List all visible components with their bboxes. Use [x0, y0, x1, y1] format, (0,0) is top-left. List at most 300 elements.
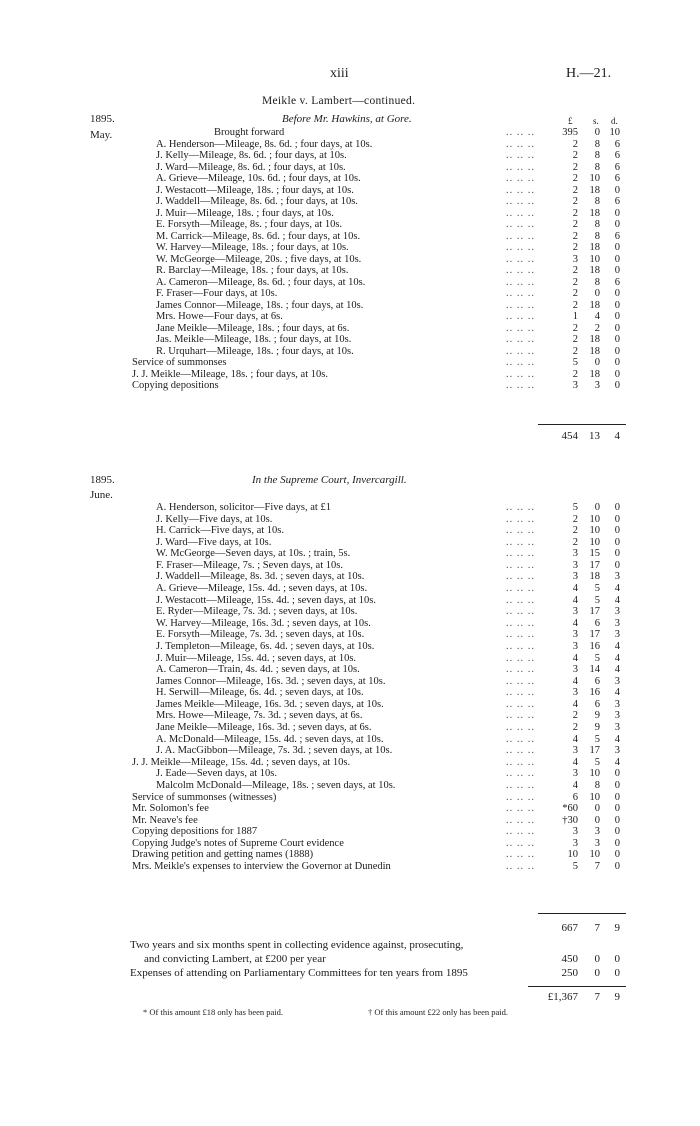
ledger-row-label: J. Kelly—Mileage, 8s. 6d. ; four days, at 10s.: [156, 150, 347, 161]
ledger-row-label: Brought forward: [214, 127, 285, 138]
amount-shillings: 17: [589, 745, 600, 757]
ledger-row: [0, 231, 700, 243]
ledger-row: [0, 780, 700, 792]
ledger-row: [0, 571, 700, 583]
ledger-row-label: W. McGeorge—Mileage, 20s. ; five days, at 10s.: [156, 253, 362, 265]
amount-pence: 0: [614, 826, 620, 838]
amount-pence: 3: [614, 675, 620, 687]
ledger-row-label: A. Cameron—Mileage, 8s. 6d. ; four days, at 10s.: [156, 276, 366, 288]
amount-shillings: 8: [594, 196, 600, 207]
ledger-row: [0, 745, 700, 757]
ledger-row-label: J. Muir—Mileage, 15s. 4d. ; seven days, at 10s.: [156, 652, 357, 664]
amount-shillings: 0: [594, 127, 600, 138]
amount-pounds: 3: [572, 253, 578, 265]
amount-shillings: 3: [594, 380, 600, 391]
ledger-row: [0, 277, 700, 289]
leader-dots: .. .. ..: [506, 380, 535, 391]
leader-dots: .. .. ..: [506, 617, 535, 629]
amount-shillings: 2: [594, 322, 600, 334]
ledger-row-label: Jane Meikle—Mileage, 18s. ; four days, at 6s.: [156, 322, 350, 334]
ledger-row-label: Mrs. Howe—Mileage, 7s. 3d. ; seven days, at 6s.: [156, 710, 363, 722]
amount-pence: 3: [614, 571, 620, 583]
leader-dots: .. .. ..: [506, 127, 535, 138]
footnote-star: * Of this amount £18 only has been paid.: [143, 1007, 283, 1017]
ledger-row-label: E. Ryder—Mileage, 7s. 3d. ; seven days, at 10s.: [156, 606, 358, 618]
ledger-row-label: A. Cameron—Train, 4s. 4d. ; seven days, at 10s.: [156, 664, 360, 676]
amount-pounds: 2: [572, 322, 578, 334]
amount-pence: 0: [614, 380, 620, 391]
leader-dots: .. .. ..: [506, 265, 535, 276]
committees-shillings: 0: [594, 967, 600, 979]
ledger-row-label: J. Ward—Mileage, 8s. 6d. ; four days, at 10s.: [156, 161, 346, 173]
amount-pounds: 4: [572, 594, 578, 606]
amount-shillings: 6: [594, 617, 600, 629]
committees-pence: 0: [614, 967, 620, 979]
ledger-row-label: R. Barclay—Mileage, 18s. ; four days, at 10s.: [156, 265, 349, 276]
ledger-row: [0, 208, 700, 220]
ledger-row-label: W. Harvey—Mileage, 18s. ; four days, at 10s.: [156, 242, 349, 253]
leader-dots: .. .. ..: [506, 687, 535, 699]
amount-pounds: 2: [572, 207, 578, 219]
amount-pence: 0: [614, 860, 620, 872]
ledger-row-label: J. Eade—Seven days, at 10s.: [156, 768, 278, 780]
amount-pounds: 4: [572, 698, 578, 710]
ledger-row: [0, 380, 700, 392]
leader-dots: .. .. ..: [506, 733, 535, 745]
amount-pence: 3: [614, 606, 620, 618]
leader-dots: .. .. ..: [506, 559, 535, 571]
amount-pence: 0: [614, 219, 620, 230]
amount-pounds: 2: [572, 525, 578, 537]
ledger-row-label: J. Westacott—Mileage, 18s. ; four days, at 10s.: [156, 184, 354, 196]
leader-dots: .. .. ..: [506, 242, 535, 253]
ledger-row-label: J. Waddell—Mileage, 8s. 6d. ; four days, at 10s.: [156, 196, 358, 207]
amount-shillings: 8: [594, 276, 600, 288]
section2-subtotal-pounds: 667: [561, 922, 578, 934]
amount-pounds: 3: [572, 687, 578, 699]
amount-pence: 0: [614, 299, 620, 311]
grand-total: [0, 991, 700, 1004]
amount-shillings: 10: [589, 253, 600, 265]
amount-pence: 4: [614, 664, 620, 676]
ledger-row: [0, 734, 700, 746]
section1-month: May.: [90, 129, 113, 141]
section1-total: [0, 430, 700, 443]
amount-pounds: 3: [572, 640, 578, 652]
ledger-row: [0, 357, 700, 369]
leader-dots: .. .. ..: [506, 525, 535, 537]
amount-shillings: 5: [594, 594, 600, 606]
ledger-row-label: Drawing petition and getting names (1888): [132, 849, 314, 861]
amount-pence: 0: [614, 837, 620, 849]
leader-dots: .. .. ..: [506, 253, 535, 265]
ledger-row: [0, 792, 700, 804]
leader-dots: .. .. ..: [506, 722, 535, 734]
amount-pounds: 10: [567, 849, 578, 861]
amount-pounds: 4: [572, 617, 578, 629]
leader-dots: .. .. ..: [506, 311, 535, 322]
ledger-row-label: Mr. Solomon's fee: [132, 803, 209, 815]
amount-pounds: 4: [572, 756, 578, 768]
leader-dots: .. .. ..: [506, 814, 535, 826]
ledger-row: [0, 583, 700, 595]
evidence-line-1: Two years and six months spent in collecting evidence against, prosecuting,: [130, 939, 464, 951]
ledger-row-label: Service of summonses (witnesses): [132, 791, 277, 803]
ledger-row-label: W. Harvey—Mileage, 16s. 3d. ; seven days, at 10s.: [156, 617, 371, 629]
amount-pence: 0: [614, 513, 620, 525]
amount-shillings: 17: [589, 606, 600, 618]
leader-dots: .. .. ..: [506, 594, 535, 606]
amount-pence: 10: [609, 127, 620, 138]
leader-dots: .. .. ..: [506, 629, 535, 641]
amount-shillings: 10: [589, 768, 600, 780]
amount-pence: 0: [614, 288, 620, 299]
ledger-row: [0, 560, 700, 572]
ledger-row-label: James Meikle—Mileage, 16s. 3d. ; seven days, at 10s.: [156, 698, 384, 710]
amount-shillings: 0: [594, 814, 600, 826]
amount-pounds: 2: [572, 710, 578, 722]
ledger-row-label: Jas. Meikle—Mileage, 18s. ; four days, at 10s.: [156, 334, 352, 345]
page-reference: H.—21.: [566, 66, 612, 81]
amount-shillings: 8: [594, 150, 600, 161]
ledger-row: [0, 346, 700, 358]
ledger-row: [0, 196, 700, 208]
leader-dots: .. .. ..: [506, 334, 535, 345]
amount-shillings: 5: [594, 756, 600, 768]
amount-shillings: 8: [594, 230, 600, 242]
amount-pence: 3: [614, 698, 620, 710]
amount-shillings: 0: [594, 288, 600, 299]
leader-dots: .. .. ..: [506, 571, 535, 583]
amount-pounds: 4: [572, 733, 578, 745]
amount-shillings: 10: [589, 849, 600, 861]
amount-shillings: 8: [594, 138, 600, 150]
leader-dots: .. .. ..: [506, 345, 535, 357]
amount-pence: 0: [614, 311, 620, 322]
amount-shillings: 8: [594, 779, 600, 791]
ledger-row-label: Jane Meikle—Mileage, 16s. 3d. ; seven days, at 6s.: [156, 722, 372, 734]
ledger-row-label: E. Forsyth—Mileage, 8s. ; four days, at 10s.: [156, 219, 343, 230]
ledger-row: [0, 595, 700, 607]
section2-subtotal-shillings: 7: [594, 922, 600, 934]
leader-dots: .. .. ..: [506, 368, 535, 380]
amount-shillings: 18: [589, 207, 600, 219]
amount-pence: 0: [614, 253, 620, 265]
amount-pounds: 2: [572, 368, 578, 380]
amount-pence: 6: [614, 196, 620, 207]
footnote-dagger: † Of this amount £22 only has been paid.: [368, 1007, 508, 1017]
amount-pounds: 2: [572, 536, 578, 548]
amount-pounds: 2: [572, 173, 578, 184]
amount-pounds: 4: [572, 675, 578, 687]
amount-shillings: 10: [589, 513, 600, 525]
ledger-row-label: E. Forsyth—Mileage, 7s. 3d. ; seven days, at 10s.: [156, 629, 365, 641]
leader-dots: .. .. ..: [506, 536, 535, 548]
leader-dots: .. .. ..: [506, 710, 535, 722]
section2-title: In the Supreme Court, Invercargill.: [252, 474, 407, 486]
amount-pounds: 3: [572, 571, 578, 583]
ledger-row: [0, 653, 700, 665]
amount-pounds: 3: [572, 664, 578, 676]
section1-total-shillings: 13: [589, 430, 600, 442]
ledger-row: [0, 606, 700, 618]
ledger-row-label: F. Fraser—Four days, at 10s.: [156, 288, 278, 299]
amount-pounds: 2: [572, 334, 578, 345]
leader-dots: .. .. ..: [506, 860, 535, 872]
ledger-row-label: W. McGeorge—Seven days, at 10s. ; train, 5s.: [156, 548, 351, 560]
committees-pounds: 250: [561, 967, 578, 979]
leader-dots: .. .. ..: [506, 791, 535, 803]
section2-subtotal-rule: [538, 913, 626, 914]
amount-pence: 0: [614, 357, 620, 368]
amount-pounds: 2: [572, 230, 578, 242]
ledger-row-label: J. J. Meikle—Mileage, 18s. ; four days, at 10s.: [132, 368, 328, 380]
amount-pence: 4: [614, 594, 620, 606]
ledger-row: [0, 254, 700, 266]
ledger-row: [0, 127, 700, 139]
leader-dots: .. .. ..: [506, 513, 535, 525]
ledger-row-label: A. McDonald—Mileage, 15s. 4d. ; seven days, at 10s.: [156, 733, 384, 745]
ledger-row: [0, 849, 700, 861]
amount-pounds: 3: [572, 606, 578, 618]
col-pounds-label: £: [568, 116, 573, 126]
ledger-row: [0, 323, 700, 335]
section2-year: 1895.: [90, 474, 115, 486]
ledger-row: [0, 537, 700, 549]
ledger-row: [0, 687, 700, 699]
ledger-row: [0, 369, 700, 381]
leader-dots: .. .. ..: [506, 675, 535, 687]
amount-shillings: 18: [589, 242, 600, 253]
ledger-row-label: A. Grieve—Mileage, 15s. 4d. ; seven days, at 10s.: [156, 583, 368, 595]
ledger-row: [0, 162, 700, 174]
leader-dots: .. .. ..: [506, 756, 535, 768]
amount-pence: 4: [614, 652, 620, 664]
ledger-row: [0, 150, 700, 162]
ledger-row-label: A. Grieve—Mileage, 10s. 6d. ; four days, at 10s.: [156, 173, 361, 184]
amount-shillings: 4: [594, 311, 600, 322]
ledger-row: [0, 525, 700, 537]
section1-total-pence: 4: [614, 430, 620, 442]
amount-pence: 6: [614, 150, 620, 161]
amount-pounds: †30: [562, 814, 578, 826]
amount-pounds: 3: [572, 548, 578, 560]
ledger-row: [0, 242, 700, 254]
amount-pounds: 5: [572, 357, 578, 368]
leader-dots: .. .. ..: [506, 583, 535, 595]
ledger-row: [0, 288, 700, 300]
ledger-row-label: J. Kelly—Five days, at 10s.: [156, 513, 273, 525]
amount-shillings: 18: [589, 345, 600, 357]
amount-pence: 6: [614, 138, 620, 150]
amount-shillings: 9: [594, 710, 600, 722]
leader-dots: .. .. ..: [506, 698, 535, 710]
amount-pence: 6: [614, 276, 620, 288]
amount-pounds: 2: [572, 138, 578, 150]
ledger-row: [0, 861, 700, 873]
amount-shillings: 10: [589, 791, 600, 803]
amount-pounds: 4: [572, 652, 578, 664]
ledger-row-label: James Connor—Mileage, 18s. ; four days, at 10s.: [156, 299, 364, 311]
grand-total-shillings: 7: [594, 991, 600, 1003]
amount-pounds: 2: [572, 150, 578, 161]
ledger-row: [0, 502, 700, 514]
grand-total-pence: 9: [614, 991, 620, 1003]
leader-dots: .. .. ..: [506, 196, 535, 207]
amount-pence: 0: [614, 502, 620, 513]
ledger-row: [0, 300, 700, 312]
evidence-line-2: and convicting Lambert, at £200 per year: [144, 953, 326, 965]
ledger-row-label: J. A. MacGibbon—Mileage, 7s. 3d. ; seven days, at 10s.: [156, 745, 393, 757]
amount-pence: 3: [614, 722, 620, 734]
amount-pence: 0: [614, 791, 620, 803]
leader-dots: .. .. ..: [506, 138, 535, 150]
page-number: xiii: [330, 66, 349, 81]
evidence-shillings: 0: [594, 953, 600, 965]
amount-shillings: 14: [589, 664, 600, 676]
ledger-row-label: Mrs. Meikle's expenses to interview the Governor at Dunedin: [132, 860, 391, 872]
amount-shillings: 18: [589, 571, 600, 583]
ledger-row-label: Copying depositions: [132, 380, 219, 391]
amount-pounds: 2: [572, 299, 578, 311]
ledger-row-label: J. Westacott—Mileage, 15s. 4d. ; seven days, at 10s.: [156, 594, 377, 606]
amount-pence: 0: [614, 559, 620, 571]
amount-pence: 0: [614, 265, 620, 276]
amount-pounds: 2: [572, 276, 578, 288]
ledger-row: [0, 757, 700, 769]
evidence-pence: 0: [614, 953, 620, 965]
amount-shillings: 15: [589, 548, 600, 560]
court-subtitle: Before Mr. Hawkins, at Gore.: [282, 113, 412, 125]
amount-shillings: 10: [589, 173, 600, 184]
ledger-row-label: M. Carrick—Mileage, 8s. 6d. ; four days, at 10s.: [156, 230, 361, 242]
amount-pounds: 2: [572, 265, 578, 276]
amount-pounds: 2: [572, 345, 578, 357]
amount-pounds: 5: [572, 502, 578, 513]
leader-dots: .. .. ..: [506, 837, 535, 849]
ledger-row-label: Copying depositions for 1887: [132, 826, 258, 838]
amount-shillings: 5: [594, 652, 600, 664]
amount-pence: 0: [614, 345, 620, 357]
ledger-row: [0, 185, 700, 197]
leader-dots: .. .. ..: [506, 606, 535, 618]
leader-dots: .. .. ..: [506, 150, 535, 161]
amount-pounds: 3: [572, 837, 578, 849]
evidence-pounds: 450: [561, 953, 578, 965]
amount-pence: 6: [614, 173, 620, 184]
section2-subtotal: [0, 922, 700, 935]
leader-dots: .. .. ..: [506, 357, 535, 368]
ledger-row-label: J. Ward—Five days, at 10s.: [156, 536, 272, 548]
ledger-row-label: H. Carrick—Five days, at 10s.: [156, 525, 285, 537]
amount-pence: 0: [614, 536, 620, 548]
ledger-row-label: R. Urquhart—Mileage, 18s. ; four days, at 10s.: [156, 345, 354, 357]
amount-pence: 4: [614, 687, 620, 699]
amount-pounds: 2: [572, 196, 578, 207]
amount-pence: 6: [614, 161, 620, 173]
amount-pence: 0: [614, 849, 620, 861]
ledger-row-label: J. Waddell—Mileage, 8s. 3d. ; seven days, at 10s.: [156, 571, 365, 583]
amount-pence: 0: [614, 779, 620, 791]
amount-shillings: 18: [589, 265, 600, 276]
amount-pounds: 3: [572, 745, 578, 757]
ledger-row: [0, 311, 700, 323]
amount-shillings: 5: [594, 733, 600, 745]
amount-shillings: 18: [589, 184, 600, 196]
ledger-row-label: J. Muir—Mileage, 18s. ; four days, at 10s.: [156, 207, 334, 219]
leader-dots: .. .. ..: [506, 803, 535, 815]
leader-dots: .. .. ..: [506, 548, 535, 560]
col-shillings-label: s.: [593, 116, 599, 126]
ledger-row-label: J. Templeton—Mileage, 6s. 4d. ; seven days, at 10s.: [156, 640, 375, 652]
leader-dots: .. .. ..: [506, 826, 535, 838]
amount-shillings: 8: [594, 161, 600, 173]
ledger-row: [0, 618, 700, 630]
ledger-row: [0, 629, 700, 641]
amount-pence: 0: [614, 525, 620, 537]
ledger-row-label: Malcolm McDonald—Mileage, 18s. ; seven days, at 10s.: [156, 779, 396, 791]
amount-shillings: 10: [589, 525, 600, 537]
ledger-row-label: J. J. Meikle—Mileage, 15s. 4d. ; seven days, at 10s.: [132, 756, 351, 768]
ledger-row: [0, 219, 700, 231]
amount-shillings: 3: [594, 837, 600, 849]
amount-pence: 0: [614, 814, 620, 826]
leader-dots: .. .. ..: [506, 230, 535, 242]
case-title: Meikle v. Lambert—continued.: [262, 95, 416, 107]
leader-dots: .. .. ..: [506, 276, 535, 288]
ledger-row: [0, 664, 700, 676]
grand-total-rule: [528, 986, 626, 987]
ledger-row-label: Mr. Neave's fee: [132, 814, 198, 826]
amount-shillings: 18: [589, 334, 600, 345]
ledger-row: [0, 641, 700, 653]
amount-shillings: 9: [594, 722, 600, 734]
leader-dots: .. .. ..: [506, 640, 535, 652]
ledger-row: [0, 768, 700, 780]
committees-line: Expenses of attending on Parliamentary Committees for ten years from 1895: [130, 967, 468, 979]
ledger-row: [0, 826, 700, 838]
leader-dots: .. .. ..: [506, 299, 535, 311]
amount-pounds: 5: [572, 860, 578, 872]
amount-pence: 0: [614, 242, 620, 253]
amount-shillings: 7: [594, 860, 600, 872]
section1-total-rule: [538, 424, 626, 425]
amount-pence: 4: [614, 640, 620, 652]
amount-pounds: 4: [572, 779, 578, 791]
ledger-row-label: H. Serwill—Mileage, 6s. 4d. ; seven days, at 10s.: [156, 687, 364, 699]
ledger-row: [0, 699, 700, 711]
amount-pence: 0: [614, 207, 620, 219]
amount-shillings: 18: [589, 299, 600, 311]
amount-pence: 0: [614, 368, 620, 380]
ledger-row: [0, 173, 700, 185]
amount-pence: 3: [614, 617, 620, 629]
ledger-row: [0, 265, 700, 277]
amount-pounds: 6: [572, 791, 578, 803]
leader-dots: .. .. ..: [506, 173, 535, 184]
amount-pounds: 3: [572, 768, 578, 780]
leader-dots: .. .. ..: [506, 288, 535, 299]
leader-dots: .. .. ..: [506, 502, 535, 513]
amount-pence: 3: [614, 710, 620, 722]
ledger-row: [0, 334, 700, 346]
amount-pence: 3: [614, 629, 620, 641]
ledger-row: [0, 838, 700, 850]
leader-dots: .. .. ..: [506, 664, 535, 676]
amount-shillings: 17: [589, 629, 600, 641]
amount-pounds: 2: [572, 219, 578, 230]
ledger-row-label: A. Henderson, solicitor—Five days, at £1: [156, 502, 331, 513]
